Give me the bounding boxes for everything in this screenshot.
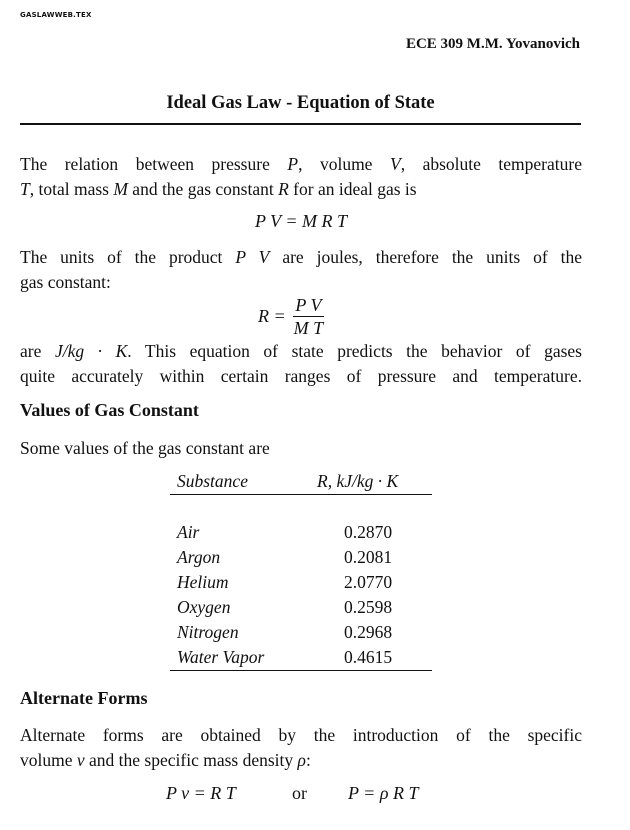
page-title: Ideal Gas Law - Equation of State: [166, 93, 435, 113]
intro-line-2: T, total mass M and the gas constant R for an ideal gas is: [20, 179, 417, 199]
intro-paragraph: [20, 152, 582, 202]
gas-constant-cell: 2.0770: [344, 572, 393, 592]
gas-constant-cell: 0.2081: [344, 547, 393, 567]
equation-p-rhort: P = ρ R T: [348, 783, 419, 803]
equation-pv-mrt: P V = M R T: [255, 211, 347, 231]
units-paragraph: [20, 245, 582, 295]
units-line-2: gas constant:: [20, 272, 111, 292]
units-line-1: The units of the product P V are joules, therefore the units of the: [20, 247, 583, 267]
substance-cell: Air: [177, 522, 200, 542]
table-bottom-rule: [170, 670, 432, 671]
table-header-substance: Substance: [177, 471, 248, 491]
alternate-paragraph: [20, 723, 582, 773]
table-header-row: [170, 468, 432, 492]
values-intro: Some values of the gas constant are: [20, 438, 270, 458]
table-row: [170, 595, 432, 620]
equation-r-fraction: R = $\frac{\text{P V}}{\text{M T}}$: [258, 294, 324, 338]
gas-constant-cell: 0.2870: [344, 522, 393, 542]
table-header-r: R, kJ/kg · K: [317, 471, 399, 491]
table-row: [170, 570, 432, 595]
predict-line-2: quite accurately within certain ranges of pressure and temperature.: [20, 366, 582, 386]
equation-pv-rt: P v = R T: [166, 783, 236, 803]
gas-constant-cell: 0.2598: [344, 597, 393, 617]
table-row: [170, 645, 432, 670]
table-row: [170, 545, 432, 570]
equation-or: or: [292, 783, 307, 803]
substance-cell: Argon: [177, 547, 221, 567]
file-name: GASLAWWEB.TEX: [20, 11, 92, 19]
fraction-denominator: M T: [293, 317, 324, 338]
gas-constant-cell: 0.4615: [344, 647, 393, 667]
substance-cell: Water Vapor: [177, 647, 265, 667]
predict-line-1: are J/kg · K. This equation of state predicts the behavior of gases: [20, 341, 582, 361]
alternate-line-1: Alternate forms are obtained by the introduction of the specific: [20, 725, 582, 745]
course-author: ECE 309 M.M. Yovanovich: [405, 36, 580, 52]
fraction-numerator: P V: [295, 294, 322, 315]
substance-cell: Oxygen: [177, 597, 231, 617]
predict-paragraph: [20, 339, 582, 389]
gas-constant-cell: 0.2968: [344, 622, 393, 642]
alternate-line-2: volume v and the specific mass density ρ:: [20, 750, 311, 770]
gas-constant-table: [170, 468, 432, 671]
table-row: [170, 620, 432, 645]
table-body: [170, 520, 432, 670]
section-heading-values: Values of Gas Constant: [20, 400, 199, 420]
substance-cell: Helium: [177, 572, 229, 592]
fraction: [292, 295, 326, 338]
intro-line-1: The relation between pressure P, volume V, absolute temperature: [20, 154, 582, 174]
table-row: [170, 520, 432, 545]
section-heading-alternate: Alternate Forms: [20, 688, 148, 708]
title-rule: [20, 123, 581, 125]
substance-cell: Nitrogen: [177, 622, 239, 642]
